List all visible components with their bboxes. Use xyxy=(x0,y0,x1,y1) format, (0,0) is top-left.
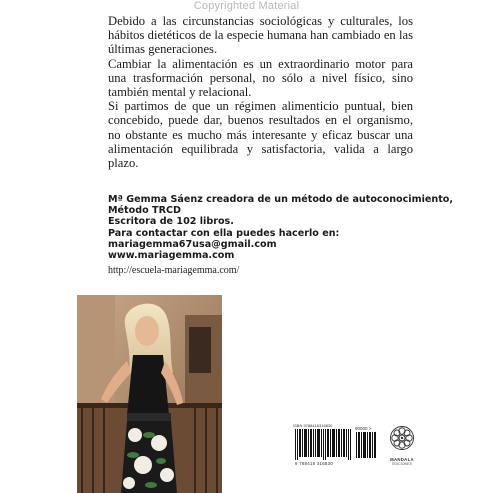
isbn-label: ISBN 9788416316830 xyxy=(293,423,333,428)
blurb-paragraph-1: Debido a las circunstancias sociológicas y culturales, los hábitos dietéticos de la especie humana han cambiado en las últimas generaciones. xyxy=(108,14,413,57)
author-website[interactable]: www.mariagemma.com xyxy=(108,250,235,262)
isbn-digits: 9 788416 316830 xyxy=(295,461,334,466)
author-line-3: Escritora de 102 libros. xyxy=(108,216,234,228)
price-barcode-icon xyxy=(356,432,376,458)
back-cover xyxy=(77,0,454,493)
barcode-icon xyxy=(295,429,353,460)
publisher-sub: EDICIONES xyxy=(392,462,412,466)
author-line-1: Mª Gemma Sáenz creadora de un método de autoconocimiento, xyxy=(108,194,454,205)
mandala-logo-icon xyxy=(389,425,415,451)
price-code: 90000 > xyxy=(355,426,372,431)
publisher-logo xyxy=(388,425,416,466)
school-link[interactable]: http://escuela-mariagemma.com/ xyxy=(108,265,240,276)
barcode xyxy=(293,423,380,467)
blurb-paragraph-3: Si partimos de que un régimen alimenticio puntual, bien concebido, puede dar, buenos resultados en el organismo, no obstante es mucho más interesante y eficaz buscar una alimentación equilibrada y satisfactoria, valida a largo plazo. xyxy=(108,99,413,171)
publisher-name: MANDALA xyxy=(390,457,414,462)
author-line-2: Método TRCD xyxy=(108,205,181,217)
blurb-text xyxy=(108,14,413,170)
author-photo xyxy=(77,295,222,493)
author-bio xyxy=(108,194,454,262)
author-email[interactable]: mariagemma67usa@gmail.com xyxy=(108,238,277,250)
copyright-watermark: Copyrighted Material xyxy=(193,0,300,12)
author-line-4: Para contactar con ella puedes hacerlo en: xyxy=(108,227,340,239)
blurb-paragraph-2: Cambiar la alimentación es un extraordinario motor para una trasformación personal, no sólo a nivel físico, sino también mental y relacional. xyxy=(108,56,413,100)
